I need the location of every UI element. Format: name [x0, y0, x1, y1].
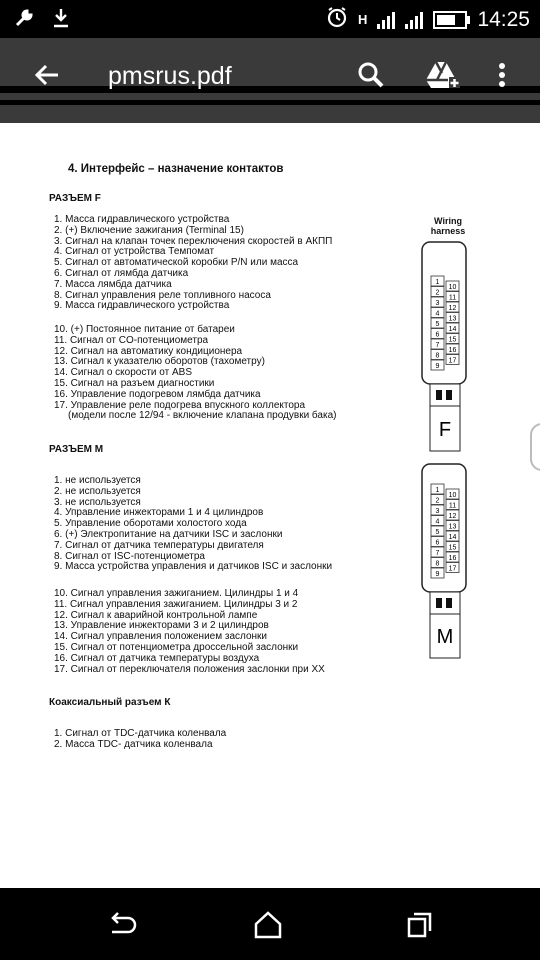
section_m-item: 5. Управление оборотами холостого хода	[54, 518, 247, 530]
connector-f-diagram	[416, 216, 480, 461]
connector-m-diagram	[416, 460, 480, 675]
network-type-icon: H	[358, 12, 368, 27]
connector-f-pin-label: 4	[435, 310, 440, 318]
drive-add-icon[interactable]	[426, 60, 456, 90]
overflow-menu-icon[interactable]	[496, 60, 510, 90]
section_m-item: 7. Сигнал от датчика температуры двигателя	[54, 539, 264, 551]
section_f-item: 7. Масса лямбда датчика	[54, 278, 172, 290]
section_m-item: 15. Сигнал от потенциометра дроссельной заслонки	[54, 642, 299, 653]
section_f-item: 6. Сигнал от лямбда датчика	[54, 268, 189, 279]
connector-f-pin-label: 1	[435, 279, 440, 286]
harness-label: harness	[430, 226, 466, 236]
connector-m-pin-label: 7	[435, 550, 440, 557]
connector-f-pin-label: 12	[448, 305, 457, 312]
section_f-item: 2. (+) Включение зажигания (Terminal 15)	[54, 224, 244, 236]
section-k-title: Коаксиальный разъем К	[49, 697, 171, 708]
section_k-item: 1. Сигнал от TDC-датчика коленвала	[54, 728, 227, 739]
signal-strength-icon-2	[405, 11, 423, 29]
connector-m-pin-label: 6	[435, 539, 440, 547]
signal-strength-icon	[377, 11, 395, 29]
back-nav-icon[interactable]	[106, 910, 140, 940]
search-icon[interactable]	[356, 60, 386, 90]
section_f-item: 9. Масса гидравлического устройства	[54, 300, 230, 312]
pdf-page	[0, 123, 540, 888]
section_k-item: 2. Масса TDC- датчика коленвала	[54, 739, 213, 750]
section_f-item: 11. Сигнал от CO-потенциометра	[54, 334, 209, 346]
connector-m-pin-label: 5	[435, 529, 440, 536]
connector-f-pin-label: 6	[435, 331, 440, 339]
section-m-title: РАЗЪЕМ M	[49, 444, 104, 455]
connector-f-shape	[416, 236, 480, 456]
connector-f-pin-label: 8	[435, 352, 440, 360]
section_f-item: (модели после 12/94 - включение клапана продувки бака)	[68, 410, 337, 422]
section_f-item: 16. Управление подогревом лямбда датчика	[54, 388, 261, 400]
recents-nav-icon[interactable]	[405, 910, 439, 940]
connector-f-pin-label: 17	[448, 357, 457, 365]
section_f-item: 1. Масса гидравлического устройства	[54, 214, 230, 225]
home-nav-icon[interactable]	[253, 910, 287, 940]
section_m-item: 9. Масса устройства управления и датчиков ISC и заслонки	[54, 561, 333, 573]
connector-m-pin-label: 13	[448, 523, 457, 531]
alarm-icon	[326, 6, 348, 33]
connector-f-letter: F	[438, 419, 452, 441]
connector-m-pin-label: 15	[448, 544, 457, 552]
section_m-item: 14. Сигнал управления положением заслонки	[54, 631, 268, 643]
connector-m-pin-label: 4	[435, 518, 440, 526]
battery-icon	[433, 11, 467, 29]
section_m-item: 13. Управление инжекторами 3 и 2 цилиндров	[54, 620, 269, 632]
connector-m-pin-label: 11	[448, 502, 457, 510]
section_m-item: 8. Сигнал от ISC-потенциометра	[54, 550, 205, 562]
connector-f-pin-label: 5	[435, 321, 440, 328]
status-time: 14:25	[477, 7, 530, 31]
download-icon	[52, 8, 70, 33]
connector-m-pin-label: 9	[435, 571, 440, 578]
section_m-item: 4. Управление инжекторами 1 и 4 цилиндров	[54, 507, 264, 519]
section_f-item: 10. (+) Постоянное питание от батареи	[54, 324, 235, 335]
connector-m-letter: M	[436, 626, 454, 648]
connector-f-pin-label: 14	[448, 326, 457, 333]
connector-m-pin-label: 16	[448, 555, 457, 562]
connector-m-pin-label: 17	[448, 565, 457, 573]
document-title: pmsrus.pdf	[108, 62, 232, 90]
wiring-label: Wiring	[434, 216, 462, 226]
connector-f-pin-label: 7	[435, 342, 440, 349]
app-bar	[0, 38, 540, 123]
back-arrow-icon[interactable]	[32, 60, 62, 90]
section_f-item: 12. Сигнал на автоматику кондиционера	[54, 345, 243, 357]
section_m-item: 11. Сигнал управления зажиганием. Цилиндры 3 и 2	[54, 598, 298, 610]
connector-f-pin-label: 13	[448, 315, 457, 323]
section_f-item: 13. Сигнал к указателю оборотов (тахометру)	[54, 356, 265, 368]
connector-f-pin-label: 16	[448, 347, 457, 354]
connector-m-pin-label: 2	[435, 497, 440, 505]
connector-m-pin-label: 1	[435, 487, 440, 494]
section_m-item: 12. Сигнал к аварийной контрольной лампе	[54, 609, 258, 621]
connector-f-pin-label: 9	[435, 363, 440, 370]
section_m-item: 6. (+) Электропитание на датчики ISC и заслонки	[54, 529, 283, 540]
connector-f-pin-label: 10	[448, 284, 457, 291]
navigation-bar	[0, 888, 540, 960]
section-f-title: РАЗЪЕМ F	[49, 193, 101, 204]
page-heading: 4. Интерфейс – назначение контактов	[68, 163, 284, 175]
connector-f-pin-label: 3	[435, 300, 440, 307]
connector-m-pin-label: 10	[448, 492, 457, 499]
connector-m-shape	[416, 460, 480, 670]
wrench-icon	[14, 8, 34, 33]
connector-f-pin-label: 15	[448, 336, 457, 344]
section_f-item: 8. Сигнал управления реле топливного насоса	[54, 289, 271, 301]
section_m-item: 3. не используется	[54, 496, 141, 508]
connector-m-pin-label: 14	[448, 534, 457, 541]
connector-f-pin-label: 11	[448, 294, 457, 302]
page-edge-handle[interactable]	[530, 423, 540, 471]
section_f-item: 15. Сигнал на разъем диагностики	[54, 378, 215, 389]
section_m-item: 10. Сигнал управления зажиганием. Цилиндры 1 и 4	[54, 588, 299, 599]
connector-m-pin-label: 8	[435, 560, 440, 568]
section_m-item: 16. Сигнал от датчика температуры воздуха	[54, 652, 260, 664]
section_f-item: 4. Сигнал от устройства Темпомат	[54, 246, 215, 258]
connector-m-pin-label: 3	[435, 508, 440, 515]
section_m-item: 1. не используется	[54, 475, 141, 486]
connector-f-pin-label: 2	[435, 289, 440, 297]
section_f-item: 3. Сигнал на клапан точек переключения скоростей в АКПП	[54, 235, 333, 247]
section_m-item: 17. Сигнал от переключателя положения заслонки при XX	[54, 663, 325, 675]
section_f-item: 17. Управление реле подогрева впускного коллектора	[54, 399, 306, 411]
status-bar	[0, 0, 540, 38]
section_f-item: 14. Сигнал о скорости от ABS	[54, 367, 192, 379]
section_m-item: 2. не используется	[54, 485, 141, 497]
connector-m-pin-label: 12	[448, 513, 457, 520]
section_f-item: 5. Сигнал от автоматической коробки P/N или масса	[54, 257, 299, 269]
